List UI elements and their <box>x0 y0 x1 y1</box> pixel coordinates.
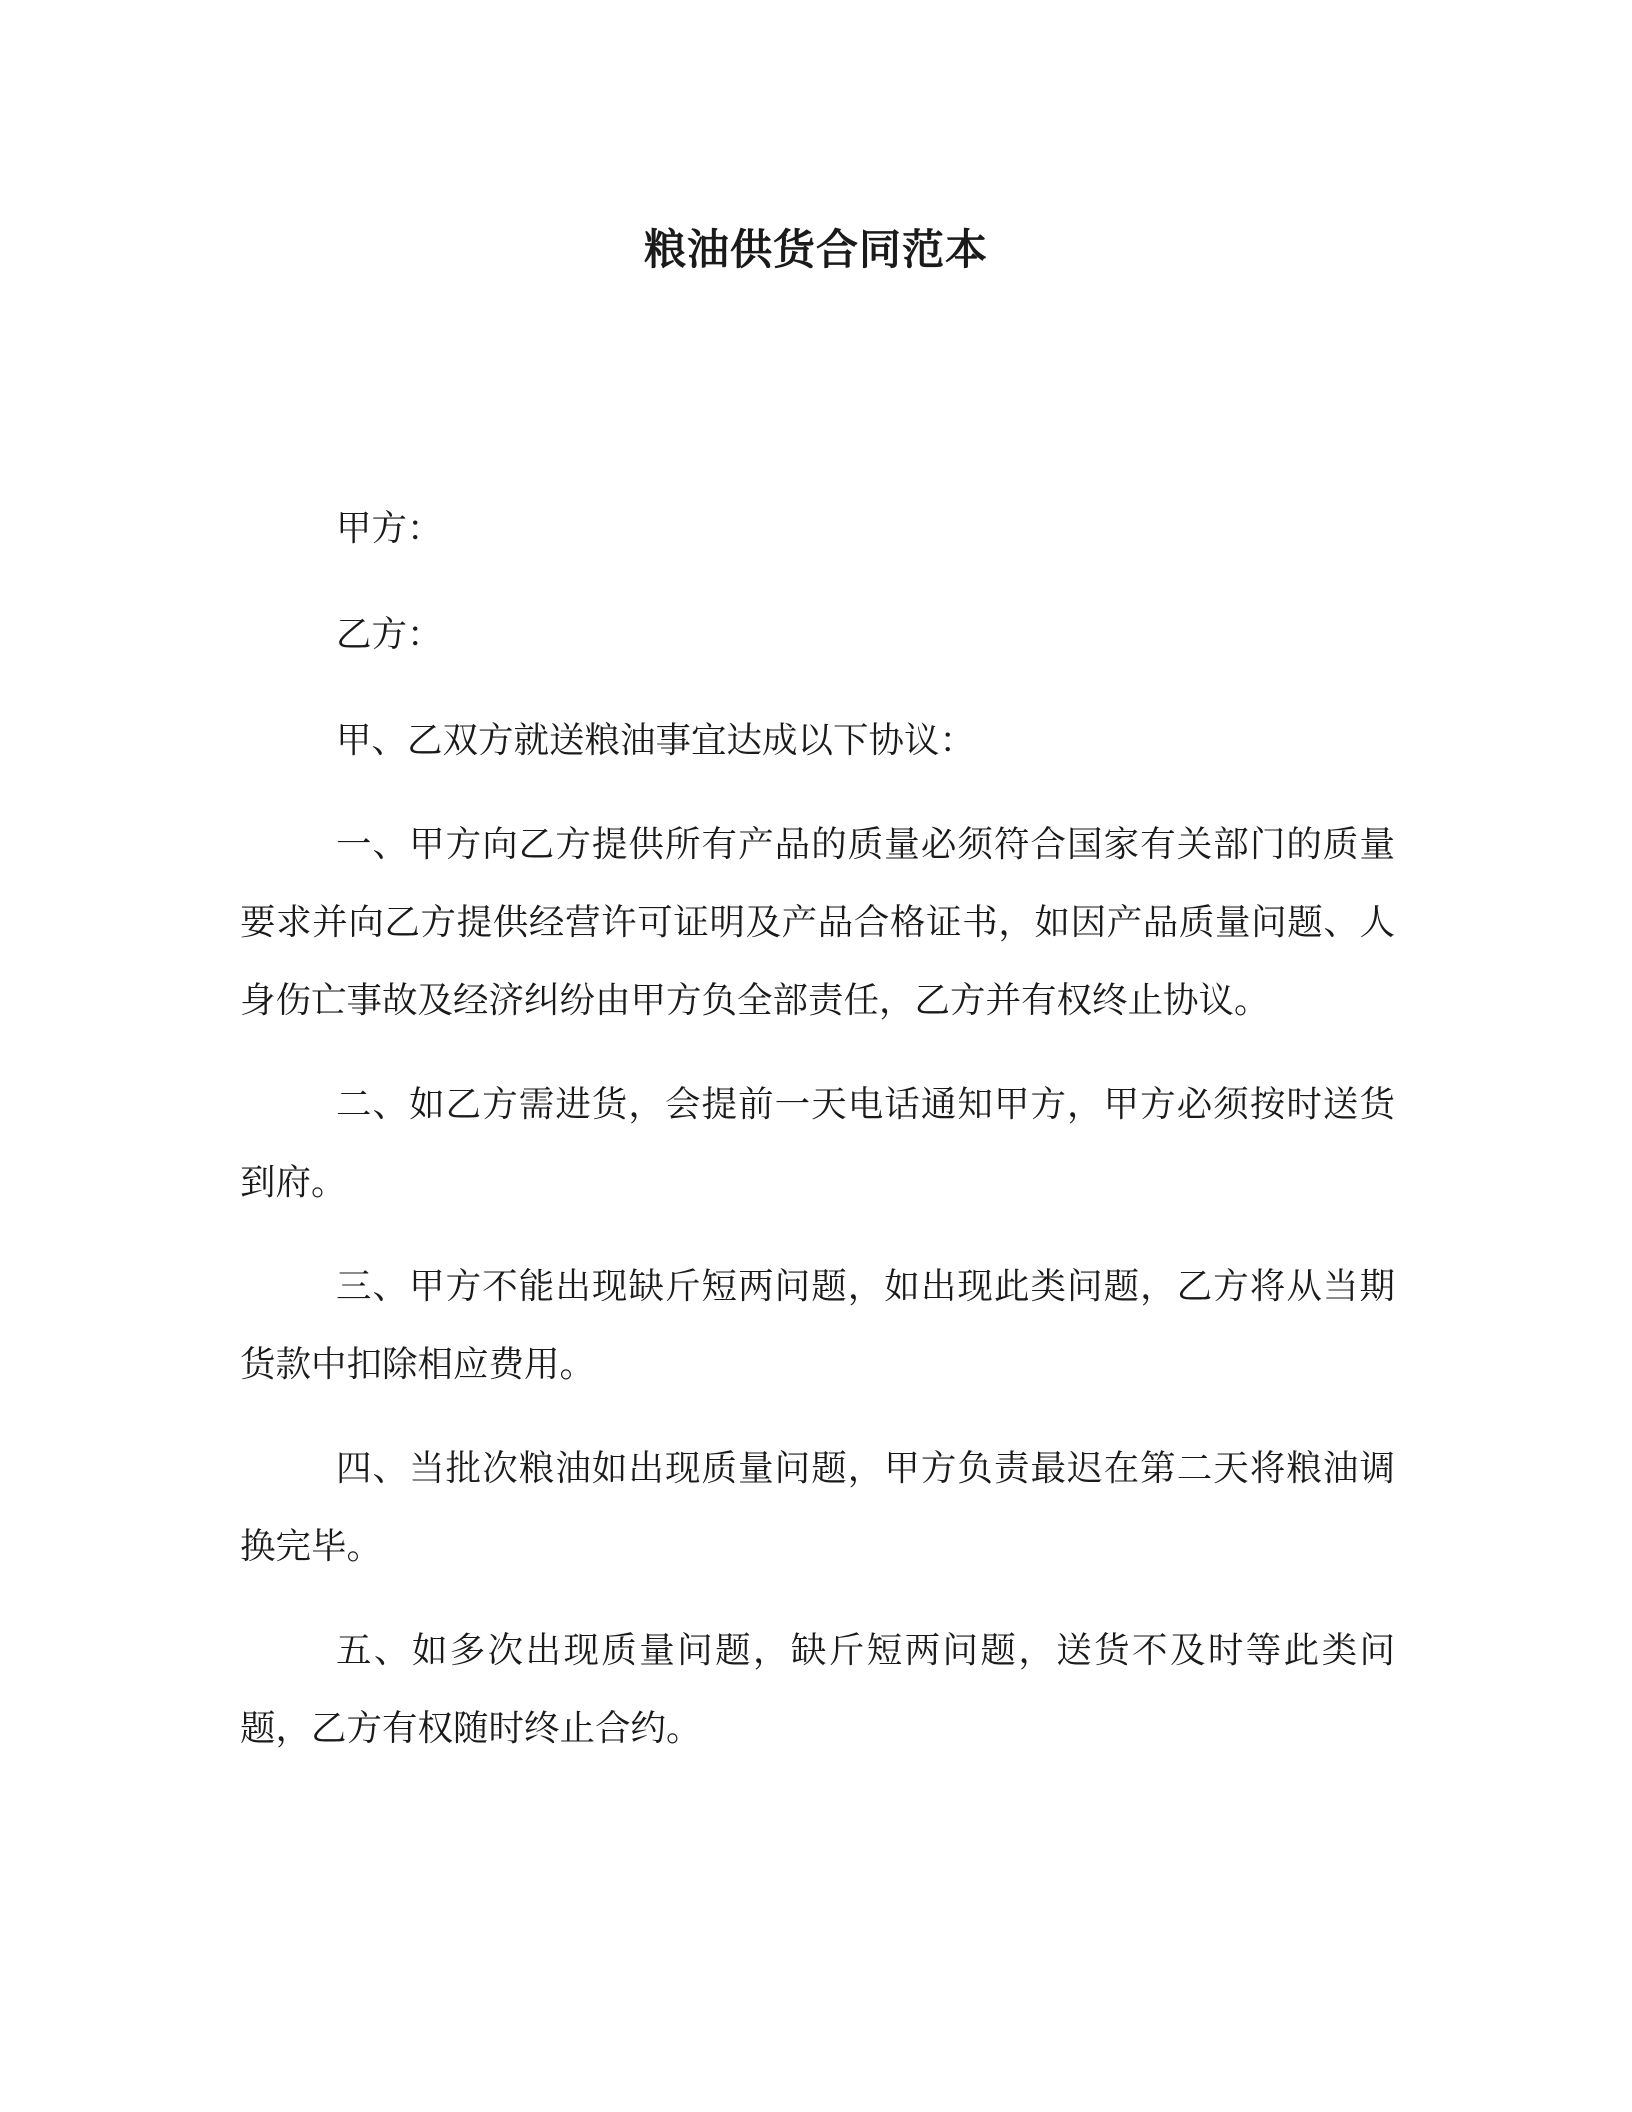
document-body <box>240 490 1395 1794</box>
party-a-label: 甲方： <box>336 508 443 549</box>
clause-4: 四、当批次粮油如出现质量问题，甲方负责最迟在第二天将粮油调换完毕。 <box>240 1448 1395 1567</box>
clause-3: 三、甲方不能出现缺斤短两问题，如出现此类问题，乙方将从当期货款中扣除相应费用。 <box>240 1266 1395 1385</box>
document-title: 粮油供货合同范本 <box>643 225 988 274</box>
clause-2: 二、如乙方需进货，会提前一天电话通知甲方，甲方必须按时送货到府。 <box>240 1084 1395 1203</box>
clause-1: 一、甲方向乙方提供所有产品的质量必须符合国家有关部门的质量要求并向乙方提供经营许可证明及产品合格证书，如因产品质量问题、人身伤亡事故及经济纠纷由甲方负全部责任，乙方并有权终止协议。 <box>240 824 1395 1021</box>
party-b-label: 乙方： <box>336 614 443 655</box>
agreement-intro: 甲、乙双方就送粮油事宜达成以下协议： <box>336 720 976 761</box>
clause-5: 五、如多次出现质量问题，缺斤短两问题，送货不及时等此类问题，乙方有权随时终止合约。 <box>240 1630 1395 1749</box>
